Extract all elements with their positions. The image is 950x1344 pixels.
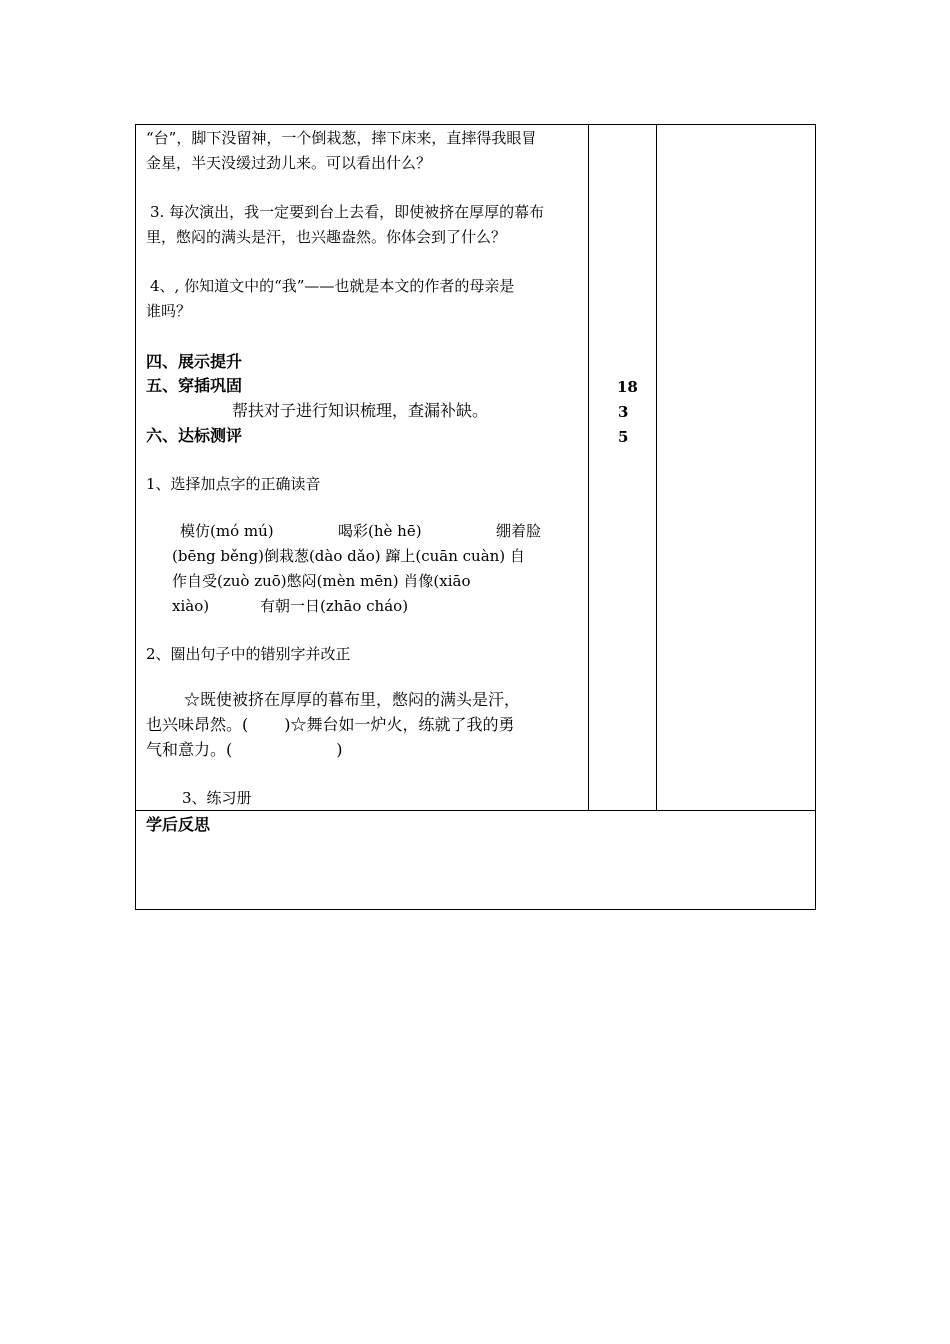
passage-line: 金星，半天没缓过劲儿来。可以看出什么？: [146, 154, 432, 172]
column-divider-2: [656, 125, 657, 811]
exercise-1-item: 模仿(mó mú): [180, 522, 274, 540]
question-4-line: 4、, 你知道文中的“我”——也就是本文的作者的母亲是: [150, 277, 515, 295]
exercise-1-item: 喝彩(hè hē): [338, 522, 422, 540]
exercise-1-line: xiào): [172, 597, 210, 615]
section-4-heading: 四、展示提升: [146, 352, 243, 371]
question-3-line: 3. 每次演出，我一定要到台上去看，即使被挤在厚厚的幕布: [150, 203, 545, 221]
time-value: 18: [617, 378, 638, 396]
lesson-plan-table: [135, 124, 816, 910]
section-5-heading: 五、穿插巩固: [146, 376, 243, 395]
exercise-2-line: 也兴味昂然。( )☆舞台如一炉火，练就了我的勇: [146, 715, 515, 734]
question-4-line: 谁吗？: [146, 302, 192, 320]
section-5-body: 帮扶对子进行知识梳理，查漏补缺。: [232, 401, 489, 420]
exercise-1-item: 绷着脸: [496, 522, 542, 540]
exercise-2-title: 2、圈出句子中的错别字并改正: [146, 645, 351, 663]
exercise-1-item: 有朝一日(zhāo cháo): [260, 597, 409, 615]
exercise-1-line: (bēng běng)倒栽葱(dào dǎo) 蹿上(cuān cuàn) 自: [172, 547, 525, 565]
column-divider-1: [588, 125, 589, 811]
exercise-2-line: 气和意力。( ): [146, 740, 343, 759]
passage-line: “台”，脚下没留神，一个倒栽葱，摔下床来，直摔得我眼冒: [146, 129, 537, 147]
exercise-3: 3、练习册: [182, 789, 252, 807]
exercise-2-line: ☆既使被挤在厚厚的暮布里，憋闷的满头是汗，: [184, 690, 521, 709]
exercise-1-title: 1、选择加点字的正确读音: [146, 475, 321, 493]
time-value: 3: [618, 403, 629, 421]
exercise-1-line: 作自受(zuò zuō)憋闷(mèn mēn) 肖像(xiāo: [172, 572, 471, 590]
question-3-line: 里，憋闷的满头是汗，也兴趣盎然。你体会到了什么？: [146, 228, 507, 246]
reflection-heading: 学后反思: [146, 815, 211, 834]
time-value: 5: [618, 428, 629, 446]
row-divider: [136, 810, 815, 811]
section-6-heading: 六、达标测评: [146, 426, 243, 445]
